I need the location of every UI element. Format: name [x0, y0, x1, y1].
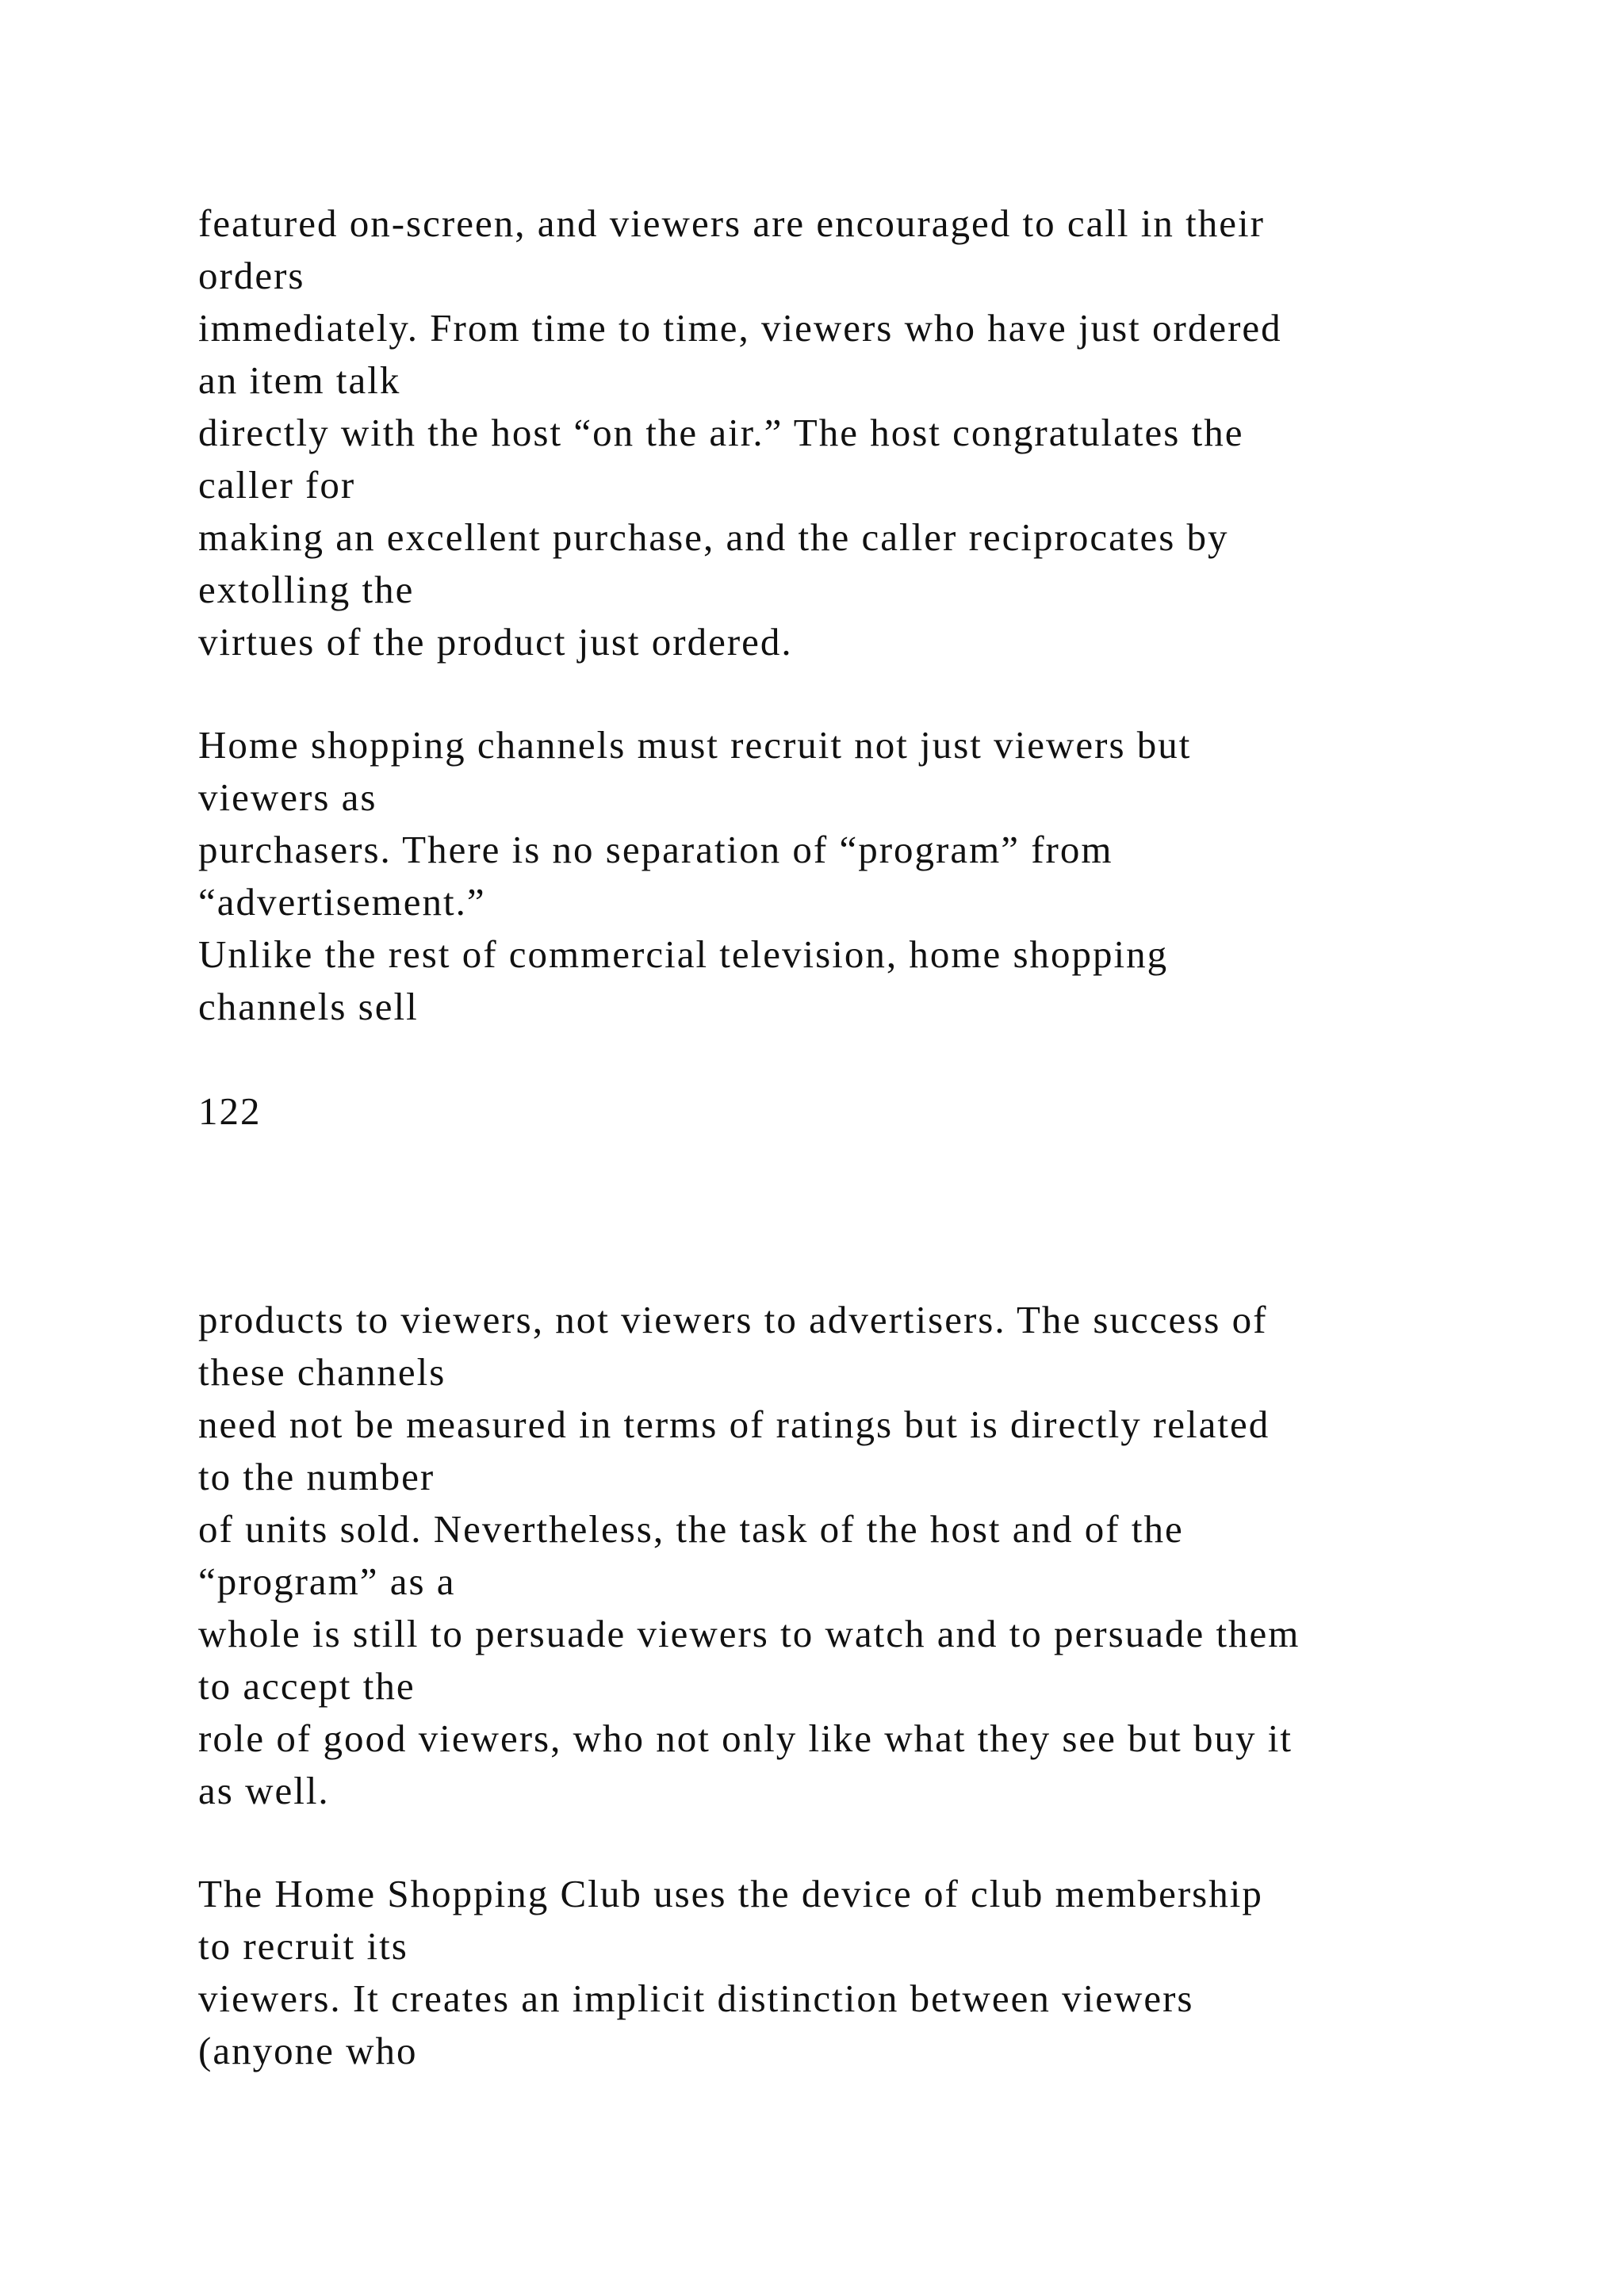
text-line: products to viewers, not viewers to advertisers. The success of: [198, 1298, 1268, 1341]
text-line: “program” as a: [198, 1559, 456, 1603]
text-line: of units sold. Nevertheless, the task of the host and of the: [198, 1507, 1184, 1551]
text-line: Home shopping channels must recruit not just viewers but: [198, 723, 1192, 767]
text-line: to the number: [198, 1455, 435, 1498]
text-line: Unlike the rest of commercial television, home shopping: [198, 932, 1169, 976]
text-line: to accept the: [198, 1664, 416, 1708]
page-number: [198, 1085, 1507, 1138]
text-line: virtues of the product just ordered.: [198, 620, 793, 664]
paragraph-home-shopping-ordering: [198, 197, 1507, 668]
text-line: caller for: [198, 463, 356, 507]
paragraph-recruit-purchasers: [198, 719, 1507, 1033]
text-line: need not be measured in terms of ratings but is directly related: [198, 1402, 1270, 1446]
text-line: these channels: [198, 1350, 446, 1394]
text-line: immediately. From time to time, viewers who have just ordered: [198, 306, 1282, 350]
text-line: role of good viewers, who not only like what they see but buy it: [198, 1716, 1293, 1760]
text-line: The Home Shopping Club uses the device of club membership: [198, 1872, 1263, 1915]
text-line: orders: [198, 254, 305, 297]
text-line: (anyone who: [198, 2029, 418, 2072]
text-line: channels sell: [198, 985, 419, 1028]
text-line: an item talk: [198, 358, 401, 402]
paragraph-club-membership: [198, 1868, 1507, 2077]
text-line: extolling the: [198, 568, 415, 611]
text-line: featured on-screen, and viewers are encouraged to call in their: [198, 201, 1265, 245]
text-line: viewers as: [198, 775, 377, 819]
paragraph-products-to-viewers: [198, 1294, 1507, 1817]
text-line: directly with the host “on the air.” The host congratulates the: [198, 411, 1244, 454]
text-line: whole is still to persuade viewers to watch and to persuade them: [198, 1612, 1300, 1655]
text-line: purchasers. There is no separation of “program” from: [198, 828, 1113, 871]
text-line: as well.: [198, 1769, 330, 1812]
text-line: viewers. It creates an implicit distinction between viewers: [198, 1976, 1194, 2020]
page-number-text: 122: [198, 1089, 262, 1133]
text-line: “advertisement.”: [198, 880, 486, 924]
text-line: making an excellent purchase, and the caller reciprocates by: [198, 515, 1229, 559]
text-line: to recruit its: [198, 1924, 408, 1968]
